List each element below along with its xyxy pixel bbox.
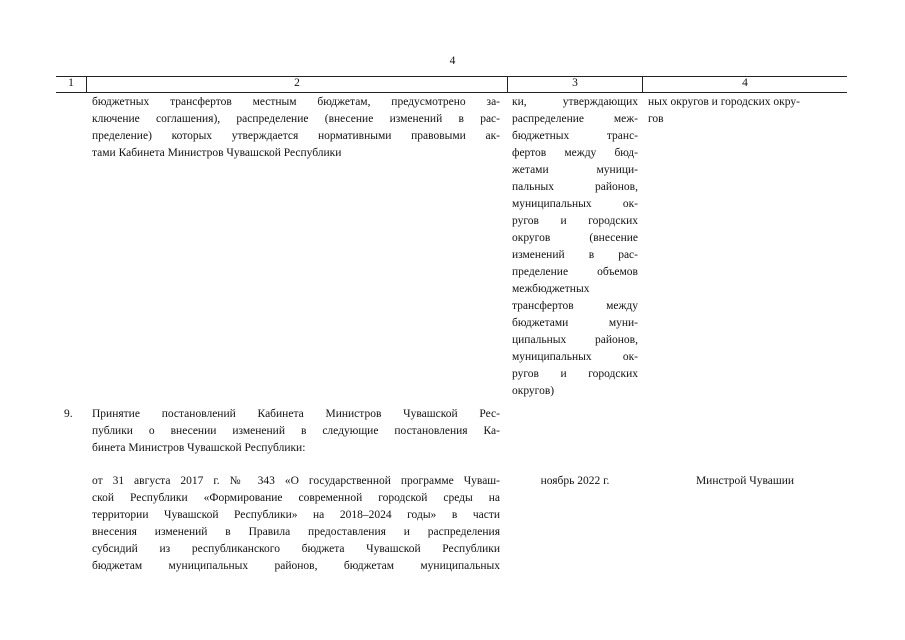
table-header-col-4: 4: [742, 77, 748, 89]
text-line: территории Чувашской Республики» на 2018–2024 годы» в части: [92, 509, 500, 521]
table-header-rule: [56, 92, 847, 93]
row-9-col2-text: [92, 406, 500, 457]
row-9-number: 9.: [64, 408, 73, 420]
text-line: бюджетных транс-: [512, 130, 638, 142]
text-line: субсидий из республиканского бюджета Чувашской Республики: [92, 543, 500, 555]
cont-row-col4-text: [648, 94, 844, 128]
text-line: трансфертов между: [512, 300, 638, 312]
text-line: ных округов и городских окру-: [648, 96, 800, 108]
row-9-sub-deadline: ноябрь 2022 г.: [540, 475, 610, 487]
text-line: публики о внесении изменений в следующие постановления Ка-: [92, 425, 500, 437]
text-line: муниципальных ок-: [512, 351, 638, 363]
row-9-sub-responsible: Минстрой Чувашии: [695, 475, 795, 487]
text-line: ки, утверждающих: [512, 96, 638, 108]
text-line: бинета Министров Чувашской Республики:: [92, 442, 306, 454]
text-line: бюджетам муниципальных районов, бюджетам муниципальных: [92, 560, 500, 572]
text-line: распределение меж-: [512, 113, 638, 125]
text-line: ругов и городских: [512, 215, 638, 227]
table-header-col-1: 1: [68, 77, 74, 89]
page-number: 4: [449, 55, 456, 67]
text-line: тами Кабинета Министров Чувашской Республики: [92, 147, 342, 159]
text-line: округов (внесение: [512, 232, 638, 244]
text-line: бюджетных трансфертов местным бюджетам, предусмотрено за-: [92, 96, 500, 108]
text-line: фертов между бюд-: [512, 147, 638, 159]
cont-row-col3-text: [512, 94, 638, 400]
text-line: Принятие постановлений Кабинета Министров Чувашской Рес-: [92, 408, 500, 420]
row-9-sub-col2-text: [92, 473, 500, 575]
cont-row-col2-text: [92, 94, 500, 162]
text-line: пределение) которых утверждается нормативными правовыми ак-: [92, 130, 500, 142]
text-line: межбюджетных: [512, 283, 590, 295]
text-line: ципальных районов,: [512, 334, 638, 346]
text-line: муниципальных ок-: [512, 198, 638, 210]
text-line: ключение соглашения), распределение (внесение изменений в рас-: [92, 113, 500, 125]
table-header-col-2: 2: [294, 77, 300, 89]
text-line: изменений в рас-: [512, 249, 638, 261]
table-header-col-3: 3: [572, 77, 578, 89]
text-line: пределение объемов: [512, 266, 638, 278]
text-line: жетами муници-: [512, 164, 638, 176]
text-line: пальных районов,: [512, 181, 638, 193]
text-line: внесения изменений в Правила предоставления и распределения: [92, 526, 500, 538]
text-line: ской Республики «Формирование современной городской среды на: [92, 492, 500, 504]
text-line: от 31 августа 2017 г. № 343 «О государственной программе Чуваш-: [92, 475, 500, 487]
text-line: бюджетами муни-: [512, 317, 638, 329]
text-line: гов: [648, 113, 664, 125]
text-line: округов): [512, 385, 555, 397]
text-line: ругов и городских: [512, 368, 638, 380]
